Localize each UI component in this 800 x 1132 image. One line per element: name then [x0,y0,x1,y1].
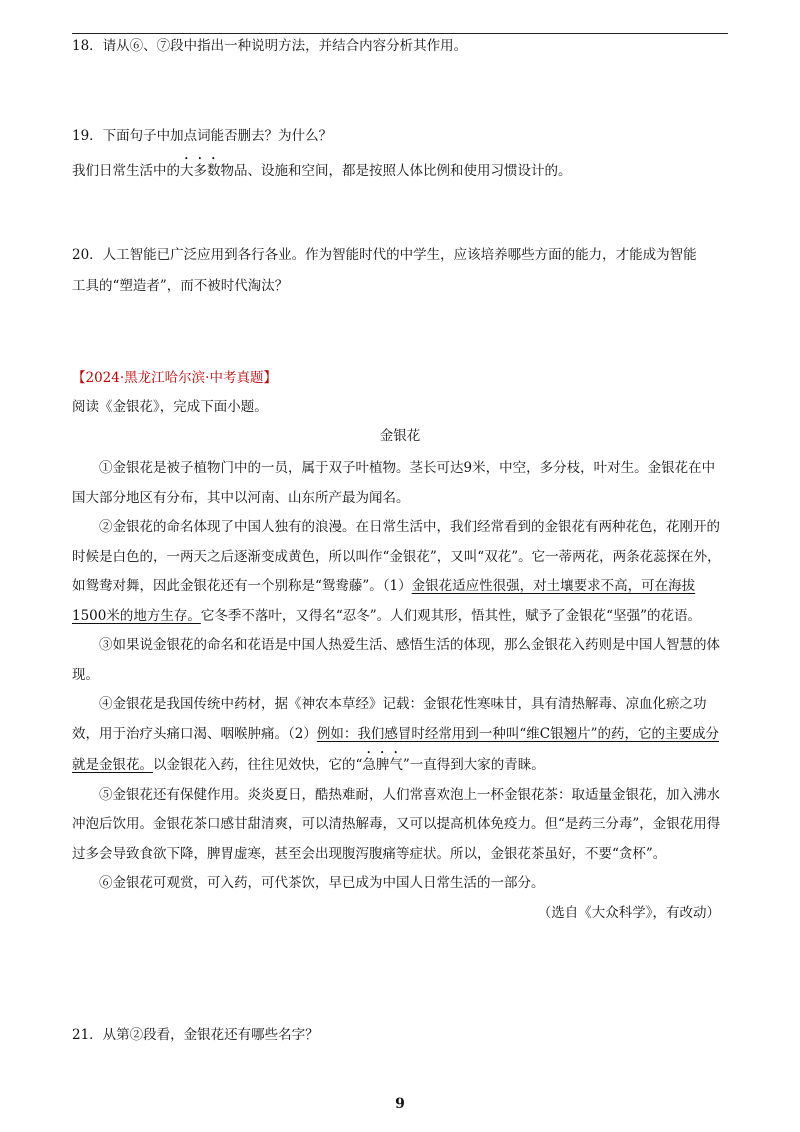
paragraph-6: ⑥金银花可观赏，可入药，可代茶饮，早已成为中国人日常生活的一部分。 [99,875,545,891]
passage [72,454,728,928]
section-tag: 【2024·黑龙江哈尔滨·中考真题】 [72,370,277,386]
p2-underlined: 金银花适应性很强，对土壤要求不高，可在海拔1500米的地方生存。 [72,578,696,624]
question-20-line1: 20．人工智能已广泛应用到各行各业。作为智能时代的中学生，应该培养哪些方面的能力，才能成为智能 [72,247,697,263]
p4-text-b: 以金银花入药，往往见效快，它的“ [153,757,363,773]
paragraph-5: ⑤金银花还有保健作用。炎炎夏日，酷热难耐，人们常喜欢泡上一杯金银花茶：取适量金银花，加入沸水冲泡后饮用。金银花茶口感甘甜清爽，可以清热解毒，又可以提高机体免疫力。但“是药三分毒”，金银花用得过多会导致食欲下降，脾胃虚寒，甚至会出现腹泻腹痛等症状。所以，金银花茶虽好，不要“贪杯”。 [72,786,721,862]
q19-dotted-word: 大多数 [180,163,221,179]
p2-text-b: 它冬季不落叶，又得名“忍冬”。人们观其形，悟其性，赋予了金银花“坚强”的花语。 [200,607,701,624]
question-18: 18．请从⑥、⑦段中指出一种说明方法，并结合内容分析其作用。 [72,38,468,54]
page-number: 9 [395,1096,405,1112]
question-19-sentence [72,155,572,181]
question-21: 21．从第②段看，金银花还有哪些名字？ [72,1027,319,1043]
p4-underlined: 例如：我们感冒时经常用到一种叫“维C银翘片”的药，它的主要成分就是金银花。 [72,725,719,773]
p2-text-a: ②金银花的命名体现了中国人独有的浪漫。在日常生活中，我们经常看到的金银花有两种花色，花刚开的时候是白色的，一两天之后逐渐变成黄色，所以叫作“金银花”，又叫“双花”。它一蒂两花，两条花蕊探在外，如鸳鸯对舞，因此金银花还有一个别称是“鸳鸯藤”。（1） [72,519,721,594]
passage-title: 金银花 [379,428,421,444]
reading-instruction: 阅读《金银花》，完成下面小题。 [72,399,268,415]
q19-sentence-after: 物品、设施和空间，都是按照人体比例和使用习惯设计的。 [220,163,572,179]
paragraph-4 [72,690,728,781]
paragraph-2 [72,513,728,631]
paragraph-3: ③如果说金银花的命名和花语是中国人热爱生活、感悟生活的体现，那么金银花入药则是中国人智慧的体现。 [72,637,720,683]
question-19: 19．下面句子中加点词能否删去？为什么？ [72,128,333,144]
passage-source: （选自《大众科学》，有改动） [537,904,720,921]
paragraph-1: ①金银花是被子植物门中的一员，属于双子叶植物。茎长可达9米，中空，多分枝，叶对生。金银花在中国大部分地区有分布，其中以河南、山东所产最为闻名。 [72,460,716,506]
p4-text-c: ”一直得到大家的青睐。 [402,757,545,773]
q19-sentence-before: 我们日常生活中的 [72,163,180,179]
p4-text-a: ④金银花是我国传统中药材，据《神农本草经》记载：金银花性寒味甘，具有清热解毒、凉血化瘀之功效，用于治疗头痛口渴、咽喉肿痛。（2） [72,696,707,742]
p4-dotted-word: 急脾气 [362,757,403,773]
top-rule [72,33,728,34]
question-20-line2: 工具的“塑造者”，而不被时代淘汰？ [72,278,289,294]
